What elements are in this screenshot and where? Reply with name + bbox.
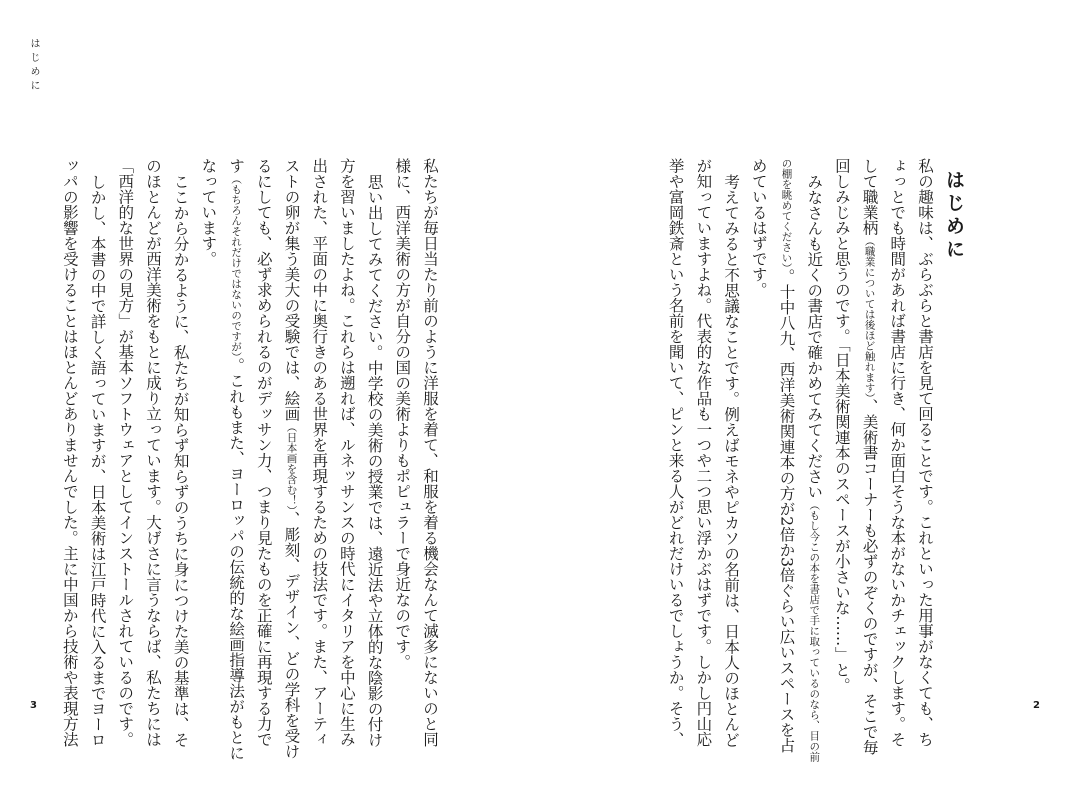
right-page [535,0,1069,810]
paragraph [827,158,938,762]
paragraph [388,158,443,762]
text-run: しかし、本書の中で詳しく語っていますが、日本美術は江戸時代に入るまでヨーロッパの影響を受けることはほとんどありませんでした。主に中国から技術や表現方法 [60,158,107,747]
inline-note: （職業については後ほど触れます） [863,235,876,399]
paragraph [55,158,111,762]
inline-note: （もちろんそれだけではないのですが） [230,173,243,358]
inline-note: （もし今この本を書店で手に取っているのなら、目の前の棚を眺めてください） [780,158,821,762]
text-run: 。十中八九、西洋美術関連本の方が2倍か3倍ぐらい広いスペースを占めているはずです。 [749,158,796,753]
text-run: 私の趣味は、ぶらぶらと書店を見て回ることです。これといった用事がなくても、ちょっとでも時間があれば書店に行き、何か面白そうな本がないかチェックします。そして職業柄 [860,158,934,747]
paragraph [111,158,194,762]
page-number-right: 2 [1033,700,1040,711]
text-run: 考えてみると不思議なことです。例えばモネやピカソの名前は、日本人のほとんどが知っていますよね。代表的な作品も一つや二つ思い浮かぶはずです。しかし円山応挙や富岡鉄斎という名前を聞いて、ピンと来る人がどれだけいるでしょうか。そう、 [666,158,741,747]
text-run: 私たちが毎日当たり前のように洋服を着て、和服を着る機会なんて滅多にないのと同様に、西洋美術の方が自分の国の美術よりもポピュラーで身近なのです。 [393,158,439,747]
paragraph [744,158,827,762]
paragraph [194,158,388,762]
right-body-text [590,158,938,762]
text-run: みなさんも近くの書店で確かめてみてください [805,173,824,499]
page-number-left: 3 [30,700,37,711]
text-run: 、美術書コーナーも必ずのぞくのですが、そこで毎回しみじみと思うのです。「日本美術関連本のスペースが小さいな……」と。 [832,158,879,755]
text-run: ここから分かるように、私たちが知らず知らずのうちに身につけた美の基準は、そのほとんどが西洋美術をもとに成り立っています。大げさに言うならば、私たちには「西洋的な世界の見方」が基本ソフトウェアとしてインストールされているのです。 [116,158,190,747]
inline-note: （日本画を含む！） [285,421,298,511]
left-page [0,0,534,810]
text-run: 。これもまた、ヨーロッパの伝統的な絵画指導法がもとになっています。 [199,158,246,761]
chapter-title: はじめに [943,170,965,262]
paragraph [661,158,744,762]
running-head: はじめに [28,38,39,94]
left-body-text [55,158,443,762]
text-run: 思い出してみてください。中学校の美術の授業では、遠近法や立体的な陰影の付け方を習いましたよね。これらは遡れば、ルネッサンスの時代にイタリアを中心に生み出された、平面の中に奥行きのある世界を再現するための技法です。また、アーティストの卵が集う美大の受験では、絵画 [282,158,384,747]
text-run: 、彫刻、デザイン、どの学科を受けるにしても、必ず求められるのがデッサン力、つまり見たものを正確に再現する力です [227,158,301,759]
